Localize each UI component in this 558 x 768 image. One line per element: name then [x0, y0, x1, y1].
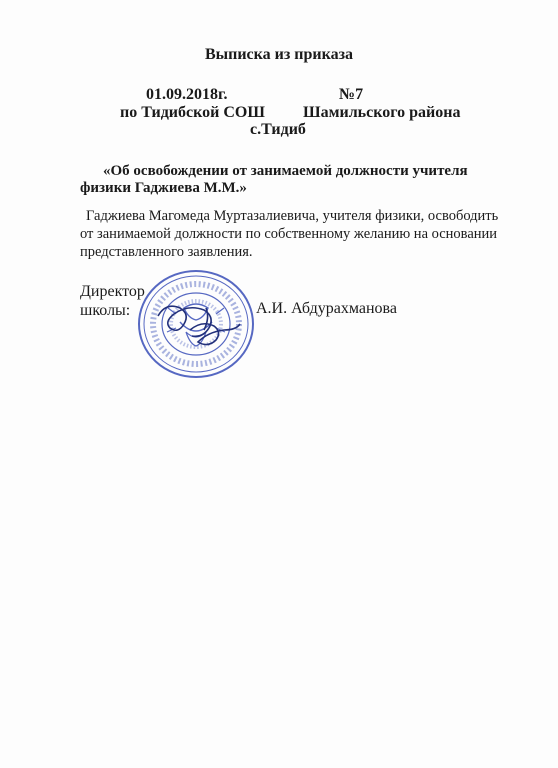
- school-name: по Тидибской СОШ: [120, 104, 265, 121]
- order-number: №7: [339, 86, 364, 103]
- order-subject-line-2: физики Гаджиева М.М.»: [80, 180, 247, 196]
- order-body-line-2: от занимаемой должности по собственному желанию на основании: [80, 226, 498, 242]
- signer-name: А.И. Абдурахманова: [256, 300, 397, 317]
- order-body-line-1: Гаджиева Магомеда Муртазалиевича, учителя физики, освободить: [86, 208, 499, 224]
- order-subject-line-1: «Об освобождении от занимаемой должности учителя: [103, 163, 468, 179]
- signer-role-line-2: школы:: [80, 302, 131, 319]
- document-title: Выписка из приказа: [204, 46, 354, 63]
- order-body-line-3: представленного заявления.: [80, 244, 253, 260]
- district-name: Шамильского района: [303, 104, 461, 121]
- signer-role-line-1: Директор: [80, 283, 145, 300]
- order-date: 01.09.2018г.: [146, 86, 228, 103]
- village-name: с.Тидиб: [250, 121, 306, 138]
- official-seal-icon: [136, 268, 256, 380]
